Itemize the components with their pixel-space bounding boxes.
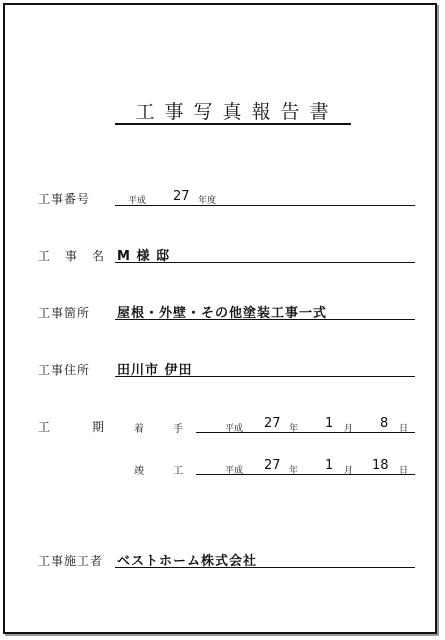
period-end-month-unit: 月 xyxy=(344,466,354,476)
label-char: 工 xyxy=(38,249,51,263)
period-start-label-1: 着 xyxy=(134,424,144,435)
underline-contractor xyxy=(115,567,415,568)
period-end-month: 1 xyxy=(325,458,334,473)
label-contractor: 工事施工者 xyxy=(38,554,104,568)
period-start-era: 平成 xyxy=(225,424,244,434)
period-end-year-unit: 年 xyxy=(289,466,299,476)
underline-name xyxy=(115,262,415,263)
period-end-era: 平成 xyxy=(225,466,244,476)
number-suffix: 年度 xyxy=(198,196,217,206)
construction-address-value: 田川市 伊田 xyxy=(117,363,193,378)
underline-period-start xyxy=(196,432,415,433)
period-end-year: 27 xyxy=(264,458,281,473)
underline-location xyxy=(115,319,415,320)
label-char: 事 xyxy=(64,249,77,263)
label-construction-address: 工事住所 xyxy=(38,363,91,377)
label-char: 工 xyxy=(38,420,51,434)
period-start-year: 27 xyxy=(264,416,281,431)
label-construction-location: 工事箇所 xyxy=(38,306,91,320)
report-title: 工事写真報告書 xyxy=(115,99,351,125)
label-char: 名 xyxy=(91,249,104,263)
underline-address xyxy=(115,376,415,377)
period-start-month-unit: 月 xyxy=(344,424,354,434)
label-construction-name xyxy=(38,247,104,264)
number-year: 27 xyxy=(173,189,190,204)
underline-period-end xyxy=(196,474,415,475)
label-char: 期 xyxy=(91,420,104,434)
period-end-day-unit: 日 xyxy=(399,466,409,476)
underline-number xyxy=(115,205,415,206)
period-end-label-1: 竣 xyxy=(134,466,144,477)
number-era: 平成 xyxy=(128,196,147,206)
period-start-year-unit: 年 xyxy=(289,424,299,434)
contractor-value: ベストホーム株式会社 xyxy=(117,554,258,569)
construction-name-value: M 様 邸 xyxy=(117,249,170,264)
period-start-day: 8 xyxy=(380,416,389,431)
construction-location-value: 屋根・外壁・その他塗装工事一式 xyxy=(117,306,328,321)
period-end-day: 18 xyxy=(372,458,389,473)
period-start-month: 1 xyxy=(325,416,334,431)
period-end-label-2: 工 xyxy=(173,466,183,477)
label-construction-period xyxy=(38,418,104,435)
period-start-day-unit: 日 xyxy=(399,424,409,434)
period-start-label-2: 手 xyxy=(173,424,183,435)
label-construction-number: 工事番号 xyxy=(38,192,91,206)
